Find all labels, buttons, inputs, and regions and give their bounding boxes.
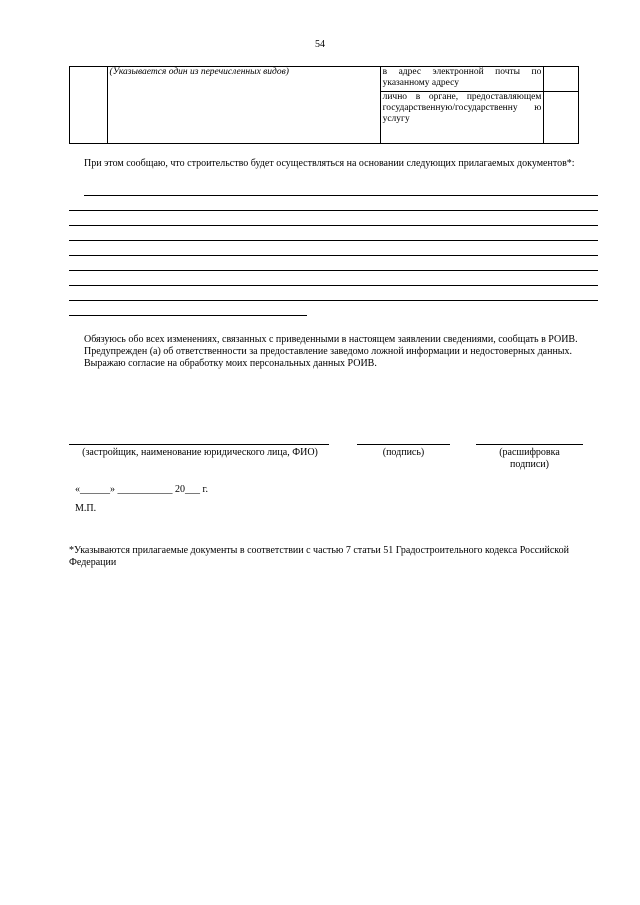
signature-line[interactable]: [357, 444, 450, 445]
document-line[interactable]: [84, 195, 598, 196]
obligation-changes: Обязуюсь обо всех изменениях, связанных с приведенными в настоящем заявлении сведениями, сообщать в РОИВ.: [84, 334, 578, 345]
option-in-person-label: лично в органе, предоставляющем государственную/государственну ю услугу: [382, 91, 542, 124]
document-line[interactable]: [69, 270, 598, 271]
document-line[interactable]: [69, 285, 598, 286]
developer-caption: (застройщик, наименование юридического лица, ФИО): [82, 447, 318, 458]
document-line[interactable]: [69, 315, 307, 316]
footnote: *Указываются прилагаемые документы в соответствии с частью 7 статьи 51 Градостроительного кодекса Российской Федерации: [69, 545, 570, 568]
document-line[interactable]: [69, 255, 598, 256]
document-line[interactable]: [69, 240, 598, 241]
document-line[interactable]: [69, 225, 598, 226]
type-note-cell: [107, 67, 380, 144]
stamp-label: М.П.: [75, 503, 97, 514]
document-line[interactable]: [69, 210, 598, 211]
documents-intro: При этом сообщаю, что строительство будет осуществляться на основании следующих прилагаемых документов*:: [84, 158, 575, 169]
delivery-method-table: [69, 66, 579, 144]
option-email-checkbox[interactable]: [544, 67, 579, 92]
table-cell-empty: [70, 67, 108, 144]
document-line[interactable]: [69, 300, 598, 301]
obligation-liability: Предупрежден (а) об ответственности за предоставление заведомо ложной информации и недостоверных данных.: [84, 346, 573, 357]
option-cell-in-person: [380, 91, 544, 143]
consent-personal-data: Выражаю согласие на обработку моих персональных данных РОИВ.: [84, 358, 377, 369]
option-in-person-checkbox[interactable]: [544, 91, 579, 143]
signature-caption: (подпись): [382, 447, 425, 458]
table-row: [70, 67, 579, 92]
date-line: «______» ___________ 20___ г.: [75, 484, 208, 495]
page-number: 54: [315, 39, 325, 50]
option-email-label: в адрес электронной почты по указанному адресу: [382, 67, 542, 88]
decoding-signature-line[interactable]: [476, 444, 583, 445]
decoding-caption: (расшифровка подписи): [499, 447, 560, 470]
obligations-block: [69, 334, 599, 370]
option-cell-email: [380, 67, 544, 92]
type-note: (Указывается один из перечисленных видов): [109, 67, 289, 77]
developer-signature-line[interactable]: [69, 444, 329, 445]
